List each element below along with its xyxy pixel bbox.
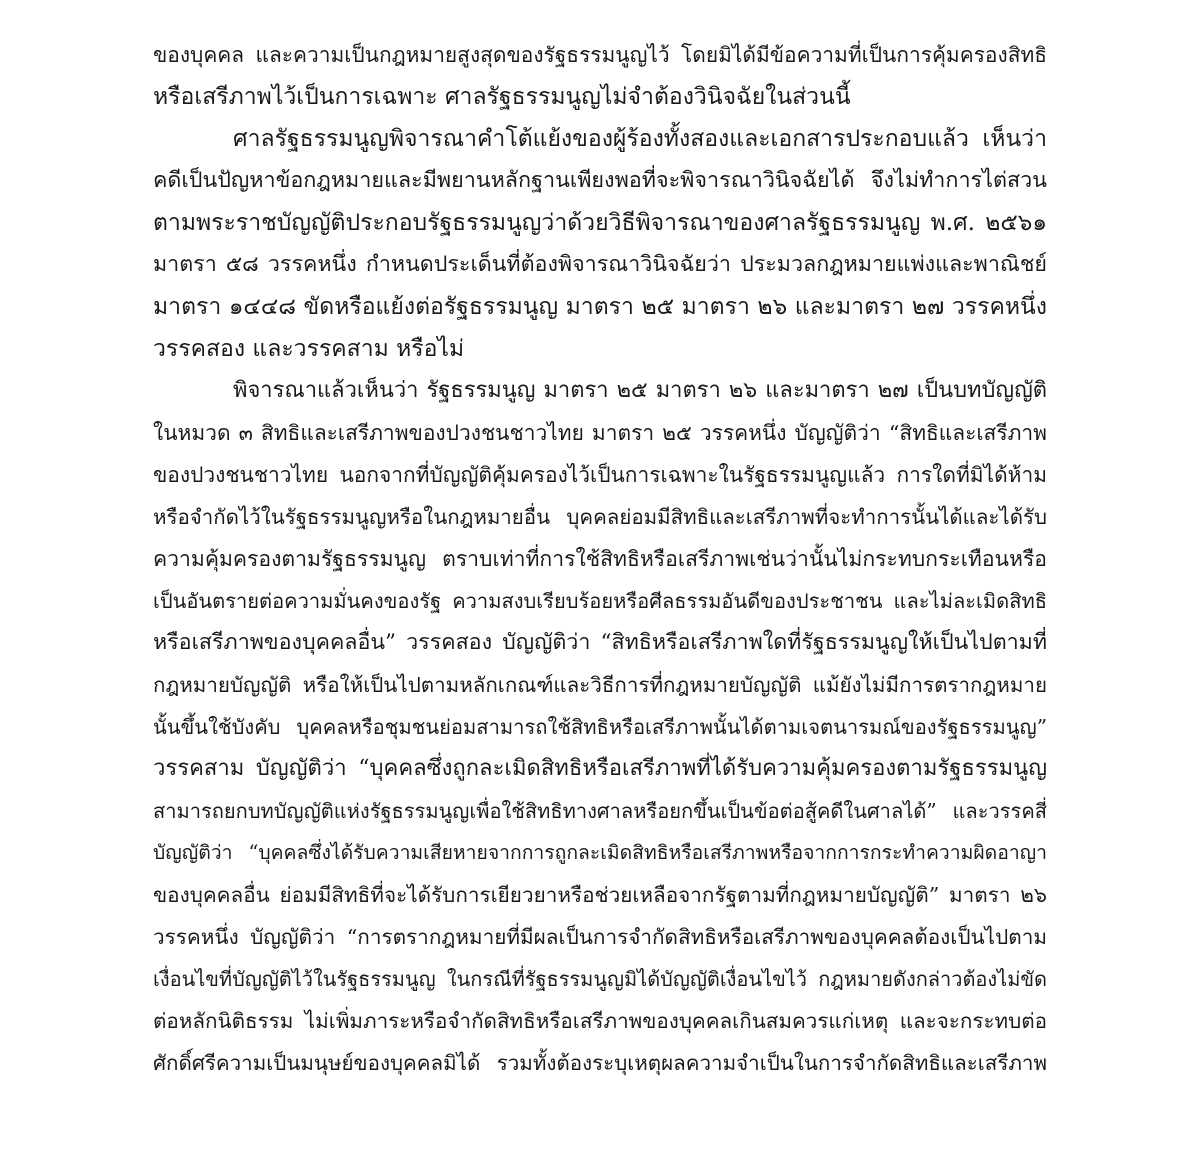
text-line: เป็นอันตรายต่อความมั่นคงของรัฐ ความสงบเรียบร้อยหรือศีลธรรมอันดีของประชาชน และไม่ละเมิดสิทธิ	[153, 589, 1047, 613]
text-line: นั้นขึ้นใช้บังคับ บุคคลหรือชุมชนย่อมสามารถใช้สิทธิหรือเสรีภาพนั้นได้ตามเจตนารมณ์ของรัฐธรรมนูญ”	[153, 715, 1047, 739]
text-line: ความคุ้มครองตามรัฐธรรมนูญ ตราบเท่าที่การใช้สิทธิหรือเสรีภาพเช่นว่านั้นไม่กระทบกระเทือนหรือ	[153, 546, 1047, 571]
text-line: ของบุคคล และความเป็นกฎหมายสูงสุดของรัฐธรรมนูญไว้ โดยมิได้มีข้อความที่เป็นการคุ้มครองสิทธิ	[153, 43, 1047, 67]
text-line: ของปวงชนชาวไทย นอกจากที่บัญญัติคุ้มครองไว้เป็นการเฉพาะในรัฐธรรมนูญแล้ว การใดที่มิได้ห้าม	[153, 463, 1047, 487]
text-line: มาตรา ๑๔๔๘ ขัดหรือแย้งต่อรัฐธรรมนูญ มาตรา ๒๕ มาตรา ๒๖ และมาตรา ๒๗ วรรคหนึ่ง	[153, 294, 1047, 320]
text-line: เงื่อนไขที่บัญญัติไว้ในรัฐธรรมนูญ ในกรณีที่รัฐธรรมนูญมิได้บัญญัติเงื่อนไขไว้ กฎหมายดังกล่าวต้องไม่ขัด	[153, 967, 1047, 991]
text-line: ในหมวด ๓ สิทธิและเสรีภาพของปวงชนชาวไทย มาตรา ๒๕ วรรคหนึ่ง บัญญัติว่า “สิทธิและเสรีภาพ	[153, 421, 1047, 445]
text-line: ศักดิ์ศรีความเป็นมนุษย์ของบุคคลมิได้ รวมทั้งต้องระบุเหตุผลความจำเป็นในการจำกัดสิทธิและเสรีภาพ	[153, 1051, 1047, 1075]
text-line: วรรคหนึ่ง บัญญัติว่า “การตรากฎหมายที่มีผลเป็นการจำกัดสิทธิหรือเสรีภาพของบุคคลต้องเป็นไปตาม	[153, 925, 1047, 949]
document-body	[153, 34, 1047, 1084]
text-line: บัญญัติว่า “บุคคลซึ่งได้รับความเสียหายจากการถูกละเมิดสิทธิหรือเสรีภาพหรือจากการกระทำความผิดอาญา	[153, 841, 1047, 864]
text-line: ต่อหลักนิติธรรม ไม่เพิ่มภาระหรือจำกัดสิทธิหรือเสรีภาพของบุคคลเกินสมควรแก่เหตุ และจะกระทบต่อ	[153, 1009, 1047, 1033]
text-line: วรรคสอง และวรรคสาม หรือไม่	[153, 336, 465, 362]
text-line: สามารถยกบทบัญญัติแห่งรัฐธรรมนูญเพื่อใช้สิทธิทางศาลหรือยกขึ้นเป็นข้อต่อสู้คดีในศาลได้” และวรรคสี่	[153, 799, 1047, 823]
text-line: กฎหมายบัญญัติ หรือให้เป็นไปตามหลักเกณฑ์และวิธีการที่กฎหมายบัญญัติ แม้ยังไม่มีการตรากฎหมาย	[153, 673, 1047, 697]
text-line: ตามพระราชบัญญัติประกอบรัฐธรรมนูญว่าด้วยวิธีพิจารณาของศาลรัฐธรรมนูญ พ.ศ. ๒๕๖๑	[153, 210, 1047, 236]
text-line: วรรคสาม บัญญัติว่า “บุคคลซึ่งถูกละเมิดสิทธิหรือเสรีภาพที่ได้รับความคุ้มครองตามรัฐธรรมนูญ	[153, 756, 1047, 781]
paragraph-first-line: ศาลรัฐธรรมนูญพิจารณาคำโต้แย้งของผู้ร้องทั้งสองและเอกสารประกอบแล้ว เห็นว่า	[233, 126, 1047, 152]
text-line: คดีเป็นปัญหาข้อกฎหมายและมีพยานหลักฐานเพียงพอที่จะพิจารณาวินิจฉัยได้ จึงไม่ทำการไต่สวน	[153, 168, 1047, 193]
text-line: หรือจำกัดไว้ในรัฐธรรมนูญหรือในกฎหมายอื่น บุคคลย่อมมีสิทธิและเสรีภาพที่จะทำการนั้นได้และได้รับ	[153, 505, 1047, 529]
paragraph-first-line: พิจารณาแล้วเห็นว่า รัฐธรรมนูญ มาตรา ๒๕ มาตรา ๒๖ และมาตรา ๒๗ เป็นบทบัญญัติ	[233, 378, 1047, 403]
text-line: มาตรา ๕๘ วรรคหนึ่ง กำหนดประเด็นที่ต้องพิจารณาวินิจฉัยว่า ประมวลกฎหมายแพ่งและพาณิชย์	[153, 252, 1047, 277]
text-line: หรือเสรีภาพไว้เป็นการเฉพาะ ศาลรัฐธรรมนูญไม่จำต้องวินิจฉัยในส่วนนี้	[153, 84, 851, 110]
text-line: หรือเสรีภาพของบุคคลอื่น” วรรคสอง บัญญัติว่า “สิทธิหรือเสรีภาพใดที่รัฐธรรมนูญให้เป็นไปตามที่	[153, 630, 1047, 655]
text-line: ของบุคคลอื่น ย่อมมีสิทธิที่จะได้รับการเยียวยาหรือช่วยเหลือจากรัฐตามที่กฎหมายบัญญัติ” มาตรา ๒๖	[153, 883, 1047, 907]
